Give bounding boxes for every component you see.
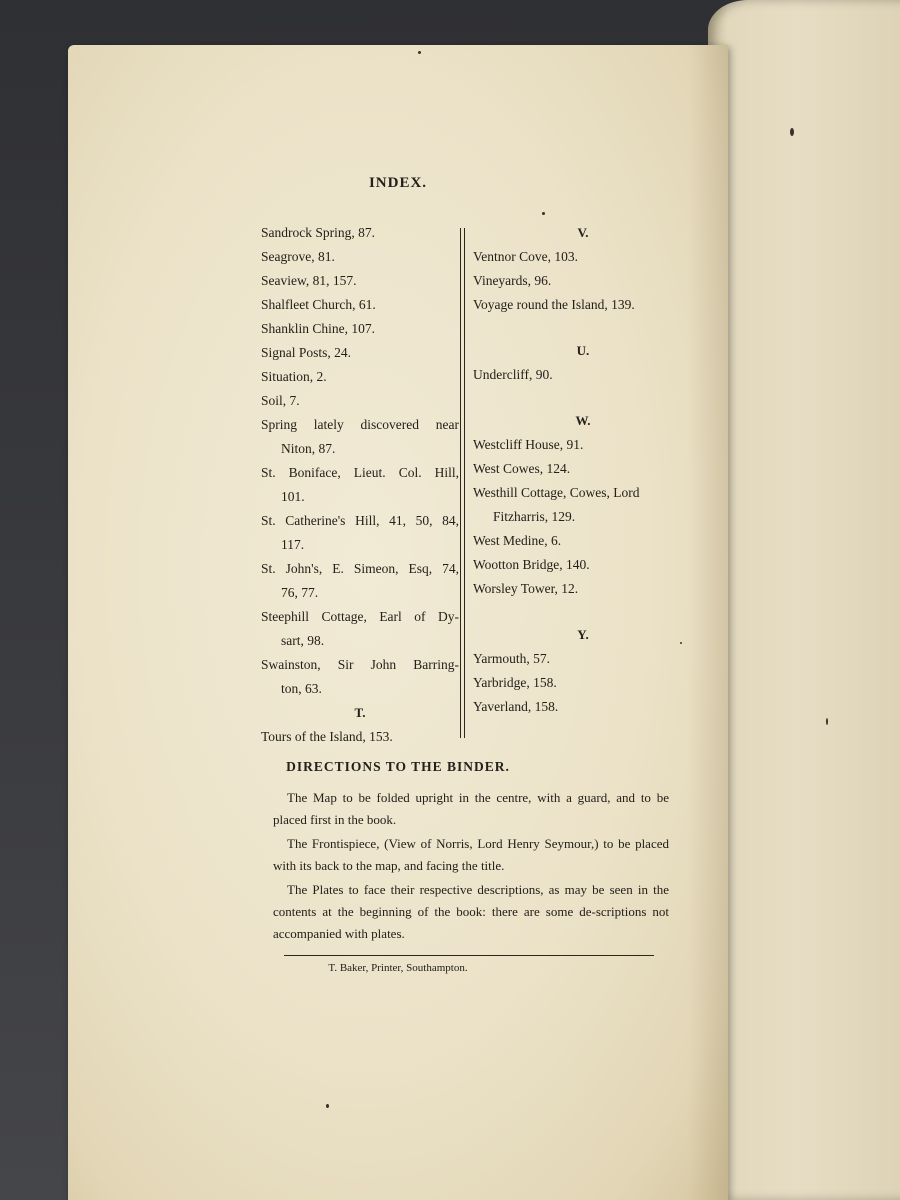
printer-imprint: T. Baker, Printer, Southampton. xyxy=(328,962,468,974)
section-letter-u: U. xyxy=(576,343,590,358)
ink-speck xyxy=(826,718,828,725)
index-entry: Yaverland, 158. xyxy=(473,699,559,714)
index-entry: St. John's, E. Simeon, Esq, 74, xyxy=(261,561,459,576)
index-entry: Undercliff, 90. xyxy=(473,367,553,382)
index-entry: St. Catherine's Hill, 41, 50, 84, xyxy=(261,513,459,528)
index-entry: Wootton Bridge, 140. xyxy=(473,557,590,572)
section-spacer xyxy=(473,387,693,409)
index-entry: Spring lately discovered near xyxy=(261,417,459,432)
section-letter-y: Y. xyxy=(577,627,589,642)
index-entry: Westcliff House, 91. xyxy=(473,437,584,452)
index-entry: Sandrock Spring, 87. xyxy=(261,225,375,240)
index-entry: Seaview, 81, 157. xyxy=(261,273,357,288)
directions-paragraph xyxy=(273,879,669,945)
index-entry-continuation: 117. xyxy=(281,537,305,552)
index-entry: Steephill Cottage, Earl of Dy- xyxy=(261,609,459,624)
index-entry-continuation: Niton, 87. xyxy=(281,441,336,456)
index-entry: Yarbridge, 158. xyxy=(473,675,557,690)
ink-speck xyxy=(326,1104,329,1108)
facing-page-edge xyxy=(708,0,900,1200)
index-entry: Yarmouth, 57. xyxy=(473,651,551,666)
index-entry-continuation: sart, 98. xyxy=(281,633,325,648)
index-entry: Swainston, Sir John Barring- xyxy=(261,657,459,672)
index-entry-continuation: 101. xyxy=(281,489,305,504)
ink-speck xyxy=(542,212,545,215)
index-entry: Signal Posts, 24. xyxy=(261,345,352,360)
index-entry: Shanklin Chine, 107. xyxy=(261,321,375,336)
index-entry: West Medine, 6. xyxy=(473,533,562,548)
index-entry: Vineyards, 96. xyxy=(473,273,552,288)
section-spacer xyxy=(473,601,693,623)
ink-speck xyxy=(790,128,794,136)
index-entry: West Cowes, 124. xyxy=(473,461,571,476)
section-letter-t: T. xyxy=(354,705,366,720)
section-letter-w: W. xyxy=(575,413,591,428)
ink-speck xyxy=(418,51,421,54)
paragraph-text: The Map to be folded upright in the centre, with a guard, and to be placed first in the book. xyxy=(273,790,669,827)
index-entry: Voyage round the Island, 139. xyxy=(473,297,635,312)
index-entry: Shalfleet Church, 61. xyxy=(261,297,376,312)
book-page xyxy=(68,45,728,1200)
index-entry-continuation: Fitzharris, 129. xyxy=(493,509,576,524)
directions-heading: DIRECTIONS TO THE BINDER. xyxy=(286,759,510,774)
page-title: INDEX. xyxy=(368,175,428,191)
index-entry-continuation: 76, 77. xyxy=(281,585,319,600)
ink-speck xyxy=(680,642,682,644)
index-entry: Soil, 7. xyxy=(261,393,300,408)
section-spacer xyxy=(473,317,693,339)
index-entry: St. Boniface, Lieut. Col. Hill, xyxy=(261,465,459,480)
index-entry: Westhill Cottage, Cowes, Lord xyxy=(473,485,640,500)
index-entry: Worsley Tower, 12. xyxy=(473,581,579,596)
column-divider xyxy=(460,228,465,738)
index-entry: Ventnor Cove, 103. xyxy=(473,249,578,264)
directions-paragraph xyxy=(273,787,669,831)
index-entry-continuation: ton, 63. xyxy=(281,681,322,696)
index-entry: Situation, 2. xyxy=(261,369,327,384)
index-left-column xyxy=(261,221,459,749)
index-right-column xyxy=(473,221,693,719)
index-entry: Tours of the Island, 153. xyxy=(261,729,393,744)
section-letter-v: V. xyxy=(577,225,589,240)
paragraph-text: The Plates to face their respective descriptions, as may be seen in the contents at the beginning of the book: there are some de-scriptions not accompanied with plates. xyxy=(273,882,669,941)
footer-rule xyxy=(284,955,654,956)
directions-paragraph xyxy=(273,833,669,877)
paragraph-text: The Frontispiece, (View of Norris, Lord Henry Seymour,) to be placed with its back to the map, and facing the title. xyxy=(273,836,669,873)
index-entry: Seagrove, 81. xyxy=(261,249,335,264)
